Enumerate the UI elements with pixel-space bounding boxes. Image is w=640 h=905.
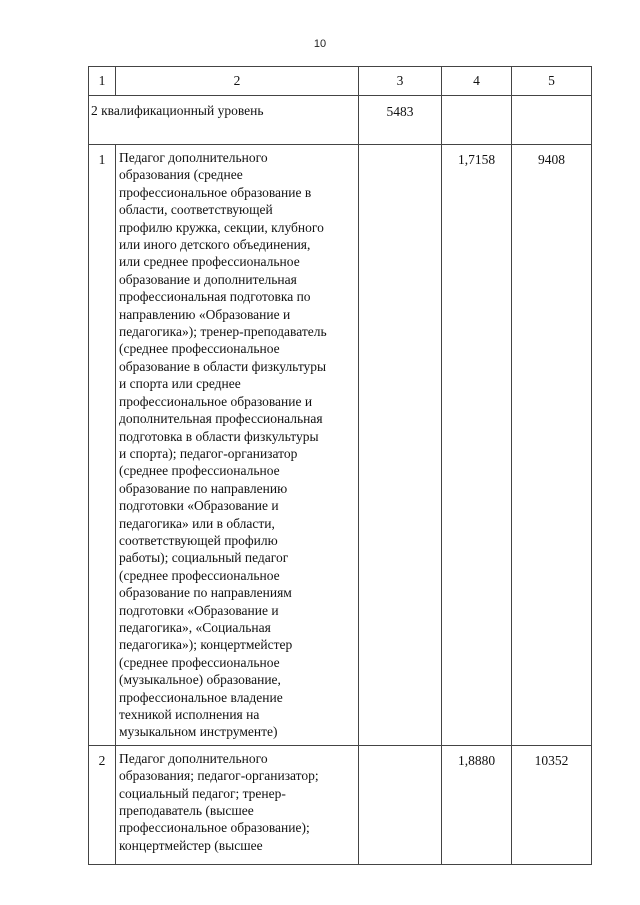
description-line: техникой исполнения на <box>119 707 260 722</box>
description-line: образование по направлениям <box>119 585 292 601</box>
table-row <box>89 145 592 746</box>
description-line: образование в области физкультуры <box>119 358 327 374</box>
column-header: 5 <box>512 67 592 96</box>
description-line: или среднее профессиональное <box>119 254 300 270</box>
column-header: 3 <box>359 67 442 96</box>
description-line: профессиональное владение <box>119 689 283 705</box>
salary-value: 10352 <box>512 745 592 864</box>
description-line: (среднее профессиональное <box>119 341 280 357</box>
description-line: профессиональное образование и <box>119 393 313 409</box>
column-header: 1 <box>89 67 116 96</box>
empty-cell <box>359 745 442 864</box>
description-line: (среднее профессиональное <box>119 567 280 583</box>
qualification-level-label: 2 квалификационный уровень <box>89 96 359 145</box>
table-row <box>89 745 592 864</box>
row-number: 2 <box>89 745 116 864</box>
description-line: концертмейстер (высшее <box>119 837 263 853</box>
description-line: и спорта); педагог-организатор <box>119 445 298 461</box>
description-line: (среднее профессиональное <box>119 463 280 479</box>
table-header-row <box>89 67 592 96</box>
salary-value: 9408 <box>512 145 592 746</box>
row-number: 1 <box>89 145 116 746</box>
description-line: (среднее профессиональное <box>119 654 280 670</box>
description-line: профессиональное образование в <box>119 184 312 200</box>
description-line: подготовки «Образование и <box>119 498 279 514</box>
description-line: образование и дополнительная <box>119 271 297 287</box>
empty-cell <box>359 145 442 746</box>
description-line: соответствующей профилю <box>119 532 278 548</box>
column-header: 4 <box>442 67 512 96</box>
description-line: подготовки «Образование и <box>119 602 279 618</box>
empty-cell <box>512 96 592 145</box>
description-line: области, соответствующей <box>119 202 273 218</box>
description-line: или иного детского объединения, <box>119 237 311 253</box>
description-line: образование по направлению <box>119 480 288 496</box>
base-salary-value: 5483 <box>359 96 442 145</box>
description-line: педагогика»); концертмейстер <box>119 637 293 653</box>
description-line: направлению «Образование и <box>119 306 291 322</box>
description-line: дополнительная профессиональная <box>119 411 323 427</box>
position-description <box>116 145 359 746</box>
description-line: образования; педагог-организатор; <box>119 768 319 784</box>
description-line: Педагог дополнительного <box>119 750 268 766</box>
coefficient-value: 1,7158 <box>442 145 512 746</box>
description-line: и спорта или среднее <box>119 376 241 392</box>
salary-table <box>88 66 592 865</box>
description-line: подготовка в области физкультуры <box>119 428 319 444</box>
description-line: педагогика», «Социальная <box>119 619 271 635</box>
description-line: профессиональное образование); <box>119 820 310 836</box>
description-line: музыкальном инструменте) <box>119 724 278 740</box>
description-line: педагогика» или в области, <box>119 515 275 531</box>
description-line: (музыкальное) образование, <box>119 672 281 688</box>
description-line: Педагог дополнительного <box>119 150 268 165</box>
qualification-level-row <box>89 96 592 145</box>
position-description <box>116 745 359 864</box>
description-line: преподаватель (высшее <box>119 803 254 819</box>
description-line: педагогика»); тренер-преподаватель <box>119 324 327 340</box>
coefficient-value: 1,8880 <box>442 745 512 864</box>
page-number: 10 <box>313 38 327 50</box>
empty-cell <box>442 96 512 145</box>
description-line: профессиональная подготовка по <box>119 289 311 305</box>
column-header: 2 <box>116 67 359 96</box>
description-line: образования (среднее <box>119 167 243 183</box>
description-line: профилю кружка, секции, клубного <box>119 219 324 235</box>
description-line: работы); социальный педагог <box>119 550 289 566</box>
description-line: социальный педагог; тренер- <box>119 785 286 801</box>
